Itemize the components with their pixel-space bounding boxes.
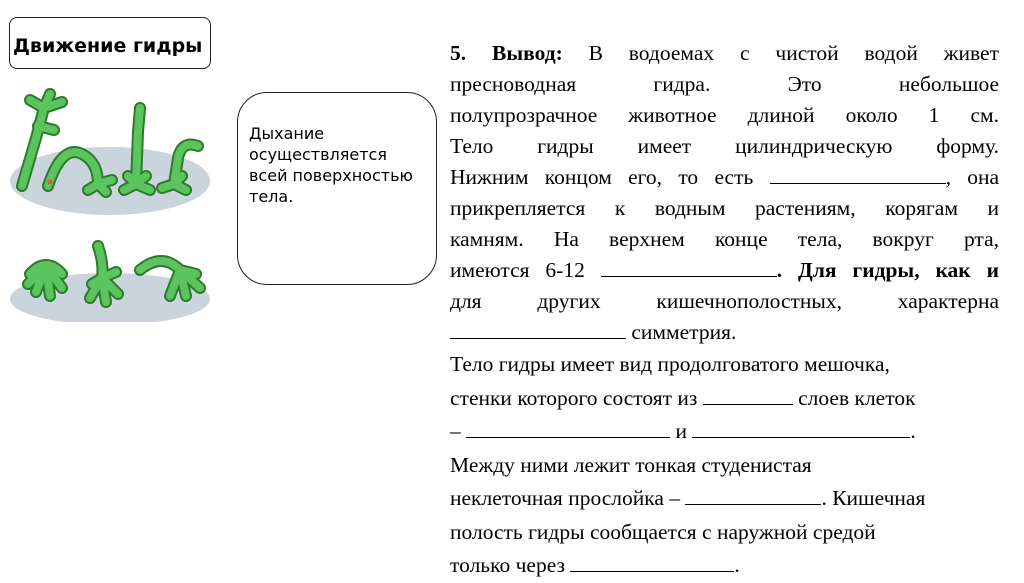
- answer-blank[interactable]: [466, 419, 670, 438]
- text-line: 5. Вывод: В водоемах с чистой водой живет: [450, 41, 999, 65]
- text-line: полупрозрачное животное длиной около 1 см.: [450, 103, 999, 127]
- text-line: неклеточная прослойка – . Кишечная: [450, 486, 926, 510]
- text-line: Между ними лежит тонкая студенистая: [450, 452, 812, 477]
- text-line: стенки которого состоят из слоев клеток: [450, 385, 916, 410]
- answer-blank[interactable]: [692, 419, 910, 438]
- answer-blank[interactable]: [601, 258, 777, 277]
- title-box: [9, 17, 211, 69]
- note-line: всей поверхностью: [249, 166, 413, 185]
- note-line: Дыхание: [249, 124, 325, 143]
- hydra-movement-illustration: [6, 88, 214, 322]
- conclusion-text: [450, 38, 999, 583]
- note-line: осуществляется: [249, 145, 387, 164]
- text-line: Тело гидры имеет вид продолговатого мешочка,: [450, 352, 890, 376]
- page-title: Движение гидры: [13, 35, 203, 57]
- text-line: пресноводная гидра. Это небольшое: [450, 72, 999, 96]
- text-line: полость гидры сообщается с наружной средой: [450, 519, 876, 544]
- answer-blank[interactable]: [770, 165, 946, 184]
- answer-blank[interactable]: [570, 553, 734, 572]
- text-line: только через .: [450, 553, 740, 577]
- answer-blank[interactable]: [703, 386, 793, 405]
- hydra-bud-dot: [48, 180, 53, 185]
- answer-blank[interactable]: [450, 320, 626, 339]
- text-line: прикрепляется к водным растениям, корягам и: [450, 196, 999, 220]
- text-line: Нижним концом его, то есть , она: [450, 165, 1000, 189]
- text-line: имеются 6-12 . Для гидры, как и: [450, 258, 999, 282]
- note-line: тела.: [249, 187, 294, 206]
- text-line: камням. На верхнем конце тела, вокруг рта,: [450, 227, 999, 251]
- answer-blank[interactable]: [685, 486, 821, 505]
- breathing-note-box: [237, 92, 437, 285]
- conclusion-label: 5. Вывод:: [450, 41, 563, 65]
- text-line: – и .: [450, 419, 916, 443]
- text-line: Тело гидры имеет цилиндрическую форму.: [450, 134, 999, 158]
- text-line: для других кишечнополостных, характерна: [450, 289, 999, 313]
- text-line: симметрия.: [450, 317, 999, 348]
